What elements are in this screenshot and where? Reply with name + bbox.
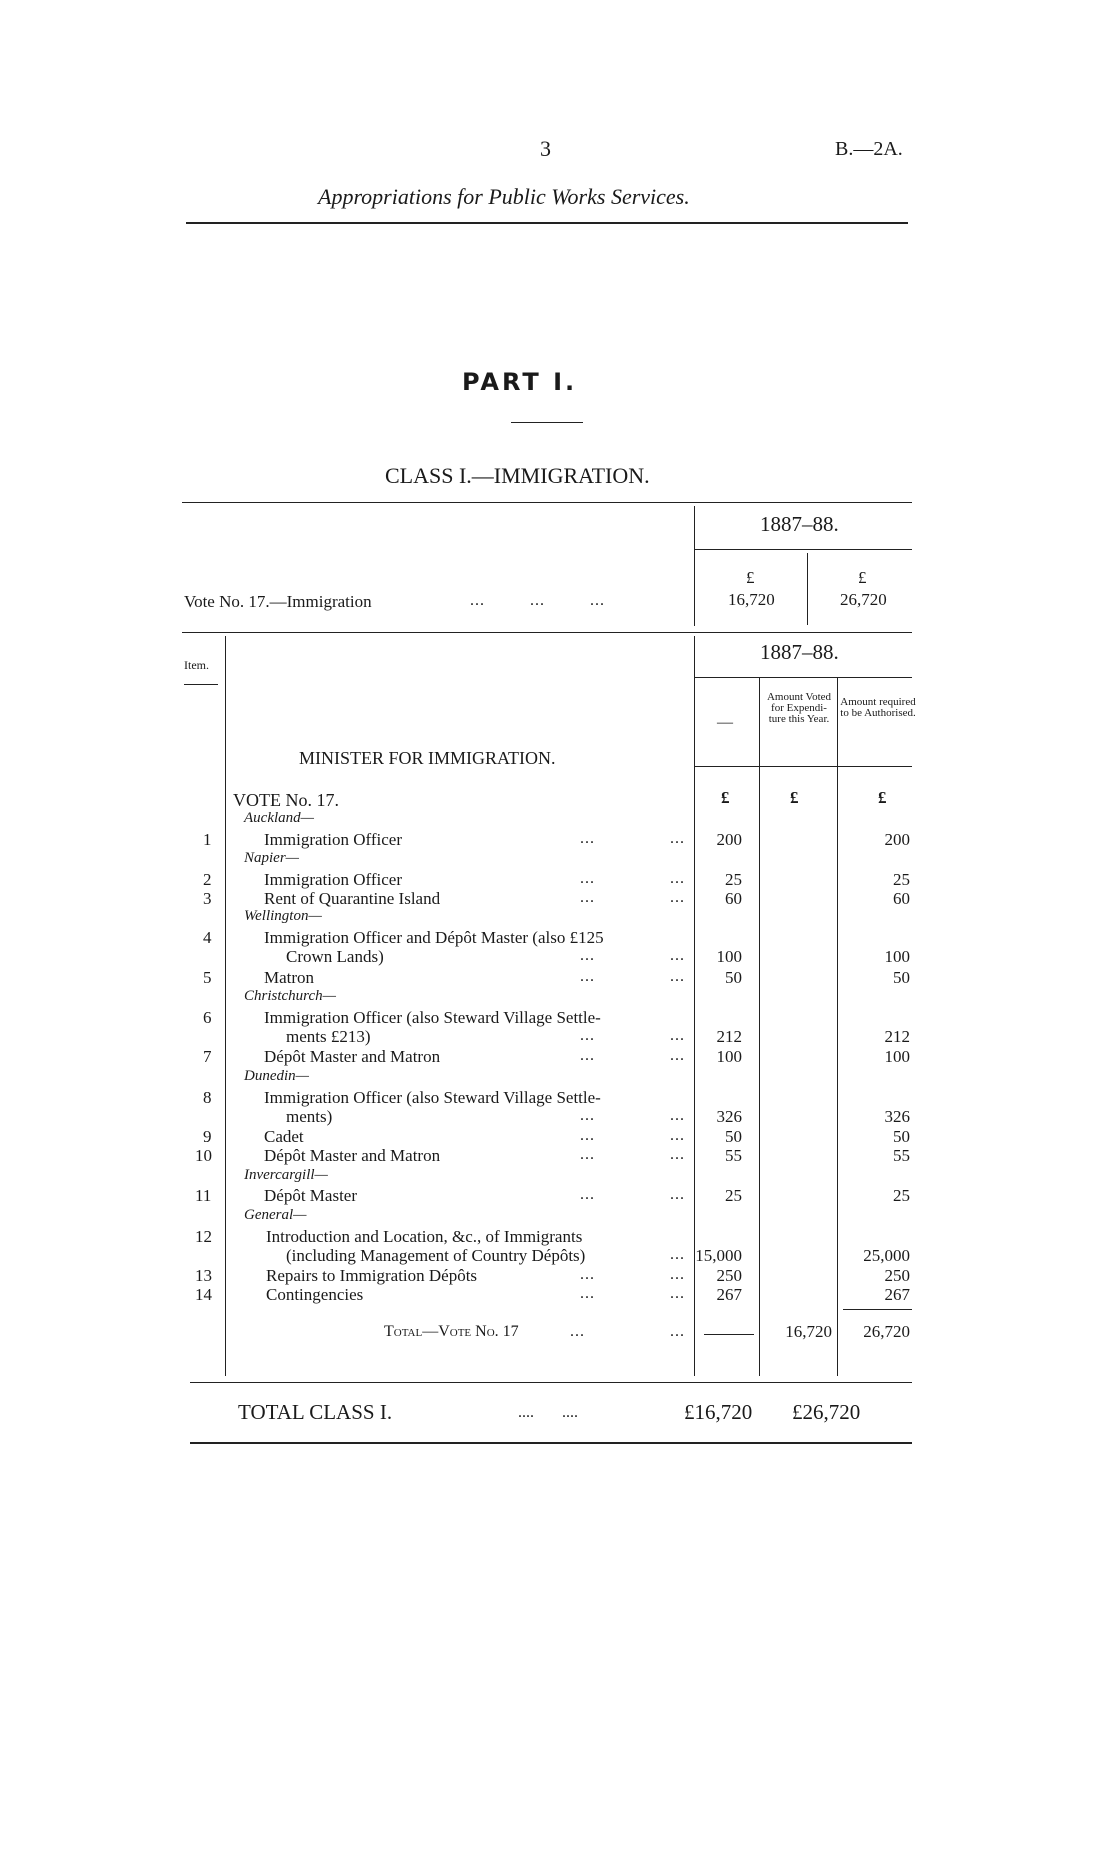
row-11-v3: 25 (893, 1186, 910, 1205)
col1-total-dash (704, 1334, 754, 1335)
currency-col-2: £ (790, 788, 799, 807)
group-christchurch: Christchurch— (244, 988, 336, 1004)
header-rule (186, 222, 908, 224)
row-4-item: 4 (203, 928, 212, 947)
grand-total-label: TOTAL CLASS I. (238, 1400, 393, 1424)
row-11-text: Dépôt Master (264, 1186, 358, 1205)
part-title-rule (511, 422, 583, 423)
row-4-v3: 100 (884, 947, 910, 966)
row-14-text: Contingencies (266, 1285, 364, 1304)
row-1-dots-a: ... (580, 830, 595, 847)
page-number: 3 (540, 136, 551, 161)
vote-total-dots-a: ... (570, 1323, 585, 1340)
class-title: CLASS I.—IMMIGRATION. (385, 463, 650, 488)
row-2-dots-a: ... (580, 870, 595, 887)
row-6-text: Immigration Officer (also Steward Village Settle- (264, 1008, 601, 1027)
row-10-v3: 55 (893, 1146, 910, 1165)
row-3-v1: 60 (725, 889, 742, 908)
row-7-v1: 100 (716, 1047, 742, 1066)
col-header-rule (695, 766, 912, 767)
summary-bottom-rule (182, 632, 912, 633)
row-3-item: 3 (203, 889, 212, 908)
summary-col-divider (807, 553, 808, 625)
row-8-text-cont: ments) (286, 1107, 333, 1126)
row-8-v3: 326 (884, 1107, 910, 1126)
summary-divider (694, 506, 695, 626)
grand-total-top-rule (190, 1382, 912, 1383)
row-3-v3: 60 (893, 889, 910, 908)
row-7-dots-a: ... (580, 1047, 595, 1064)
row-10-dots-b: ... (670, 1146, 685, 1163)
col3-header: Amount required to be Authorised. (840, 696, 916, 719)
row-4-dots-a: ... (580, 947, 595, 964)
row-4-v1: 100 (716, 947, 742, 966)
row-6-text-cont: ments £213) (286, 1027, 371, 1046)
row-12-text-cont: (including Management of Country Dépôts) (286, 1246, 586, 1265)
row-5-item: 5 (203, 968, 212, 987)
row-4-text: Immigration Officer and Dépôt Master (also £125 (264, 928, 604, 947)
group-invercargill: Invercargill— (244, 1167, 328, 1183)
row-12-dots: ... (670, 1246, 685, 1263)
item-header: Item. (184, 658, 209, 672)
grand-total-value-1: £16,720 (684, 1400, 753, 1424)
row-11-dots-b: ... (670, 1186, 685, 1203)
row-5-dots-a: ... (580, 968, 595, 985)
row-6-dots-b: ... (670, 1027, 685, 1044)
row-10-v1: 55 (725, 1146, 742, 1165)
row-9-v3: 50 (893, 1127, 910, 1146)
row-12-item: 12 (195, 1227, 212, 1246)
vote-total-label: Total—Vote No. 17 (384, 1323, 519, 1340)
item-header-rule (184, 684, 218, 685)
row-6-v3: 212 (884, 1027, 910, 1046)
row-11-dots-a: ... (580, 1186, 595, 1203)
row-13-dots-a: ... (580, 1266, 595, 1283)
row-2-v3: 25 (893, 870, 910, 889)
group-general: General— (244, 1207, 307, 1223)
row-10-text: Dépôt Master and Matron (264, 1146, 441, 1165)
row-6-dots-a: ... (580, 1027, 595, 1044)
row-10-dots-a: ... (580, 1146, 595, 1163)
group-dunedin: Dunedin— (244, 1068, 309, 1084)
grand-total-bottom-rule (190, 1442, 912, 1444)
row-6-v1: 212 (716, 1027, 742, 1046)
summary-top-rule (182, 502, 912, 503)
row-12-v3: 25,000 (863, 1246, 910, 1265)
row-14-dots-b: ... (670, 1285, 685, 1302)
row-5-v3: 50 (893, 968, 910, 987)
running-title: Appropriations for Public Works Services. (318, 184, 690, 209)
row-8-text: Immigration Officer (also Steward Village Settle- (264, 1088, 601, 1107)
row-7-text: Dépôt Master and Matron (264, 1047, 441, 1066)
row-1-text: Immigration Officer (264, 830, 403, 849)
row-13-v3: 250 (884, 1266, 910, 1285)
vote-heading: VOTE No. 17. (233, 790, 339, 810)
minister-heading: MINISTER FOR IMMIGRATION. (299, 748, 556, 768)
row-3-text: Rent of Quarantine Island (264, 889, 441, 908)
row-9-v1: 50 (725, 1127, 742, 1146)
col3-total-rule (843, 1309, 912, 1310)
row-3-dots-a: ... (580, 889, 595, 906)
row-14-item: 14 (195, 1285, 212, 1304)
grand-total-dots: .... .... (518, 1404, 578, 1421)
vote-total-v2: 16,720 (785, 1322, 832, 1341)
row-10-item: 10 (195, 1146, 212, 1165)
row-1-v3: 200 (884, 830, 910, 849)
row-2-item: 2 (203, 870, 212, 889)
row-7-dots-b: ... (670, 1047, 685, 1064)
summary-value-2: 26,720 (840, 590, 887, 609)
row-6-item: 6 (203, 1008, 212, 1027)
row-2-v1: 25 (725, 870, 742, 889)
row-3-dots-b: ... (670, 889, 685, 906)
row-13-text: Repairs to Immigration Dépôts (266, 1266, 478, 1285)
summary-value-1: 16,720 (728, 590, 775, 609)
summary-currency-2: £ (858, 568, 867, 587)
detail-year: 1887–88. (760, 640, 839, 664)
row-12-v1: 15,000 (695, 1246, 742, 1265)
row-14-v3: 267 (884, 1285, 910, 1304)
row-2-dots-b: ... (670, 870, 685, 887)
grand-total-value-2: £26,720 (792, 1400, 861, 1424)
row-2-text: Immigration Officer (264, 870, 403, 889)
row-9-item: 9 (203, 1127, 212, 1146)
row-4-dots-b: ... (670, 947, 685, 964)
row-8-dots-b: ... (670, 1107, 685, 1124)
summary-year-rule (695, 549, 912, 550)
row-8-dots-a: ... (580, 1107, 595, 1124)
row-9-text: Cadet (264, 1127, 304, 1146)
row-8-v1: 326 (716, 1107, 742, 1126)
row-7-v3: 100 (884, 1047, 910, 1066)
row-14-dots-a: ... (580, 1285, 595, 1302)
group-auckland: Auckland— (244, 810, 314, 826)
summary-vote-label: Vote No. 17.—Immigration (184, 592, 372, 611)
vote-total-v3: 26,720 (863, 1322, 910, 1341)
row-5-dots-b: ... (670, 968, 685, 985)
row-7-item: 7 (203, 1047, 212, 1066)
document-code: B.—2A. (835, 138, 903, 160)
col1-col-rule (759, 678, 760, 1376)
detail-year-rule (695, 677, 912, 678)
vote-total-dots-b: ... (670, 1323, 685, 1340)
col2-col-rule (837, 678, 838, 1376)
row-8-item: 8 (203, 1088, 212, 1107)
row-13-dots-b: ... (670, 1266, 685, 1283)
currency-col-1: £ (721, 788, 730, 807)
summary-year: 1887–88. (760, 512, 839, 536)
row-5-v1: 50 (725, 968, 742, 987)
row-13-v1: 250 (716, 1266, 742, 1285)
row-1-item: 1 (203, 830, 212, 849)
row-9-dots-b: ... (670, 1127, 685, 1144)
row-11-v1: 25 (725, 1186, 742, 1205)
part-title: PART I. (462, 368, 578, 396)
summary-dots: ... ... ... (470, 592, 605, 609)
row-4-text-cont: Crown Lands) (286, 947, 384, 966)
row-1-dots-b: ... (670, 830, 685, 847)
group-wellington: Wellington— (244, 908, 322, 924)
currency-col-3: £ (878, 788, 887, 807)
row-5-text: Matron (264, 968, 315, 987)
item-col-rule (225, 636, 226, 1376)
summary-currency-1: £ (746, 568, 755, 587)
row-1-v1: 200 (716, 830, 742, 849)
col1-header: — (717, 714, 733, 731)
row-9-dots-a: ... (580, 1127, 595, 1144)
row-14-v1: 267 (716, 1285, 742, 1304)
row-11-item: 11 (195, 1186, 212, 1205)
group-napier: Napier— (244, 850, 300, 866)
row-13-item: 13 (195, 1266, 212, 1285)
col2-header: Amount Voted for Expendi-ture this Year. (766, 691, 832, 725)
row-12-text: Introduction and Location, &c., of Immigrants (266, 1227, 583, 1246)
